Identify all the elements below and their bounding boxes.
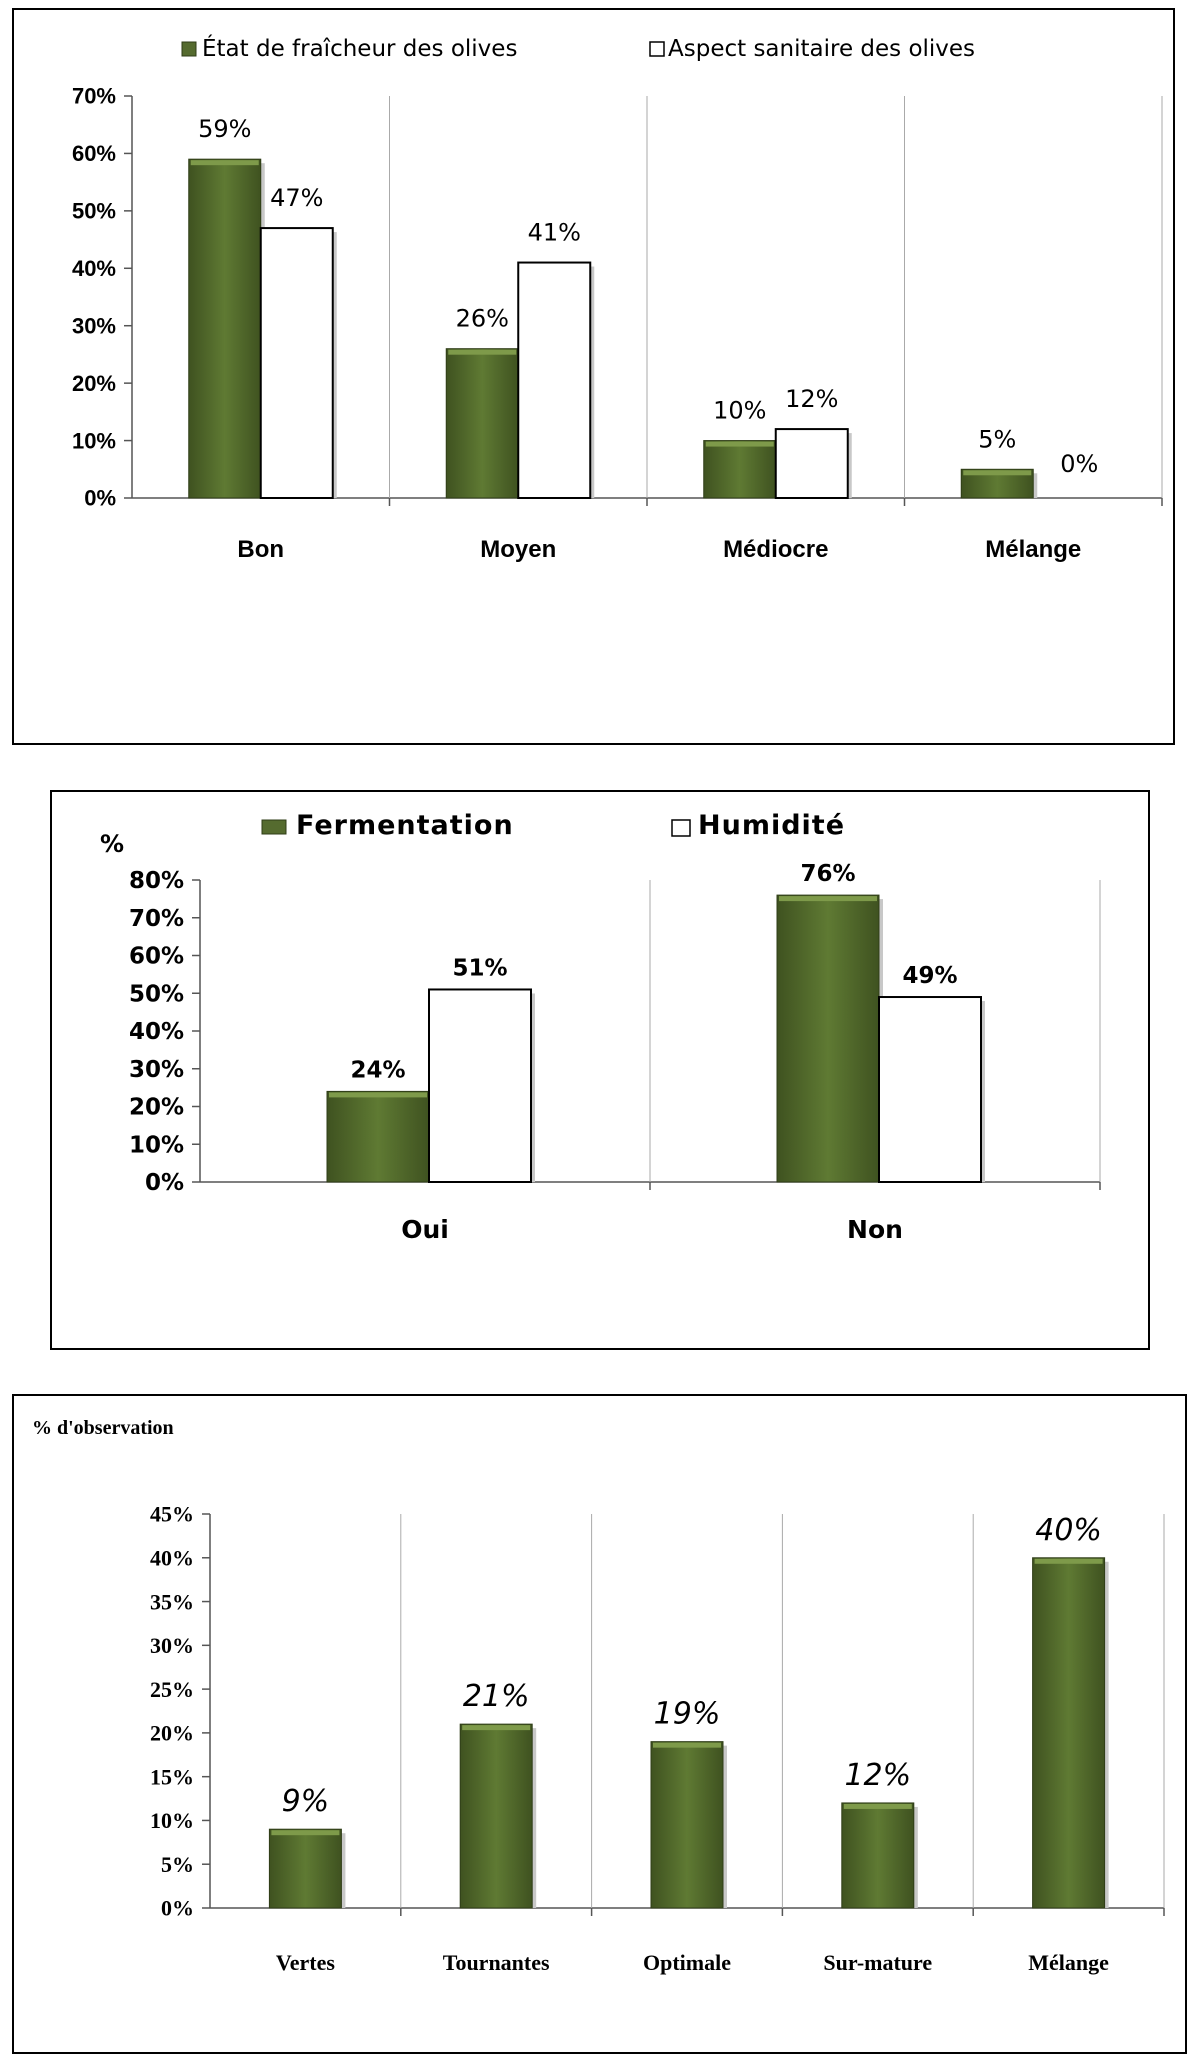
data-label: 40%	[1035, 1512, 1102, 1548]
bar	[446, 349, 518, 498]
x-tick-label: Optimale	[643, 1950, 731, 1975]
x-tick-label: Non	[847, 1215, 903, 1244]
bar	[269, 1829, 341, 1908]
chart-2-fermentation-humidity	[52, 792, 1148, 1348]
legend-label-humidity: Humidité	[698, 810, 846, 841]
x-tick-label: Sur-mature	[823, 1950, 933, 1975]
y-tick-label: 40%	[128, 1019, 184, 1046]
bar-highlight	[1035, 1559, 1103, 1564]
y-tick-label: 45%	[150, 1501, 194, 1527]
legend-swatch-sanitary	[650, 42, 664, 56]
x-tick-label: Moyen	[480, 536, 557, 563]
bar	[651, 1742, 723, 1908]
y-tick-label: 40%	[71, 255, 116, 281]
chart-1-freshness-sanitary	[14, 10, 1173, 743]
data-label: 19%	[653, 1696, 721, 1732]
chart-1-panel	[12, 8, 1175, 745]
bar	[704, 441, 776, 498]
data-label: 21%	[462, 1679, 530, 1715]
bar	[777, 895, 879, 1182]
data-label: 59%	[198, 115, 252, 144]
chart-3-panel	[12, 1394, 1187, 2054]
bar	[518, 263, 590, 498]
bar	[261, 228, 333, 498]
x-tick-label: Bon	[237, 536, 285, 563]
y-tick-label: 25%	[150, 1676, 194, 1702]
y-tick-label: 10%	[128, 1132, 184, 1159]
legend-label-freshness: État de fraîcheur des olives	[202, 36, 518, 62]
y-tick-label: 20%	[150, 1720, 194, 1746]
y-tick-label: 50%	[128, 981, 184, 1008]
data-label: 76%	[800, 861, 856, 888]
bar	[842, 1803, 914, 1908]
bar-highlight	[779, 896, 877, 901]
x-tick-label: Tournantes	[442, 1950, 550, 1975]
y-tick-label: 0%	[84, 485, 116, 511]
data-label: 26%	[455, 304, 509, 333]
x-tick-label: Médiocre	[723, 536, 829, 563]
y-tick-label: 20%	[128, 1094, 184, 1121]
legend-label-fermentation: Fermentation	[296, 810, 514, 841]
y-tick-label: 0%	[161, 1895, 194, 1921]
x-tick-label: Vertes	[275, 1950, 335, 1975]
data-label: 12%	[785, 385, 839, 414]
data-label: 49%	[902, 963, 958, 990]
y-tick-label: 35%	[150, 1589, 194, 1615]
y-tick-label: 30%	[150, 1633, 194, 1659]
y-tick-label: 70%	[128, 905, 184, 932]
bar	[327, 1091, 429, 1182]
bar	[189, 159, 261, 498]
bar-highlight	[653, 1743, 721, 1748]
y-tick-label: 20%	[71, 370, 116, 396]
y-tick-label: 70%	[71, 83, 116, 109]
y-tick-label: 15%	[150, 1764, 194, 1790]
bar	[879, 997, 981, 1182]
y-tick-label: 30%	[71, 313, 116, 339]
bar	[1033, 1558, 1105, 1908]
bar-highlight	[329, 1092, 427, 1097]
y-tick-label: 40%	[150, 1545, 194, 1571]
y-tick-label: 80%	[128, 868, 184, 895]
y-tick-label: 60%	[128, 943, 184, 970]
data-label: 41%	[527, 218, 581, 247]
data-label: 10%	[713, 396, 767, 425]
x-tick-label: Oui	[401, 1215, 449, 1244]
data-label: 12%	[844, 1757, 912, 1793]
data-label: 47%	[270, 184, 324, 213]
y-tick-label: 0%	[144, 1170, 184, 1197]
y-axis-label: %	[100, 830, 125, 858]
data-label: 9%	[281, 1784, 330, 1820]
data-label: 5%	[978, 425, 1017, 454]
data-label: 51%	[452, 955, 508, 982]
legend-swatch-fermentation	[262, 820, 286, 834]
bar	[460, 1724, 532, 1908]
legend-swatch-humidity	[672, 820, 690, 836]
y-tick-label: 5%	[161, 1851, 194, 1877]
bar-highlight	[706, 442, 774, 447]
bar-highlight	[844, 1804, 912, 1809]
x-tick-label: Mélange	[1028, 1950, 1109, 1975]
legend-label-sanitary: Aspect sanitaire des olives	[668, 36, 976, 62]
legend	[182, 34, 975, 62]
bar-highlight	[448, 350, 516, 355]
chart-2-panel	[50, 790, 1150, 1350]
y-tick-label: 30%	[128, 1056, 184, 1083]
bar-highlight	[271, 1830, 339, 1835]
chart-3-maturity	[14, 1396, 1185, 2052]
y-tick-label: 60%	[71, 141, 116, 167]
bar	[776, 429, 848, 498]
y-tick-label: 10%	[71, 428, 116, 454]
legend-swatch-freshness	[182, 42, 196, 56]
x-tick-label: Mélange	[985, 536, 1082, 563]
legend	[262, 810, 845, 841]
bar-highlight	[191, 160, 259, 165]
bar-highlight	[963, 470, 1031, 475]
y-tick-label: 50%	[71, 198, 116, 224]
y-tick-label: 10%	[150, 1808, 194, 1834]
bar-highlight	[462, 1725, 530, 1730]
bar	[429, 989, 531, 1182]
y-axis-label: % d'observation	[32, 1417, 174, 1439]
data-label: 24%	[350, 1057, 406, 1084]
data-label: 0%	[1060, 450, 1099, 478]
